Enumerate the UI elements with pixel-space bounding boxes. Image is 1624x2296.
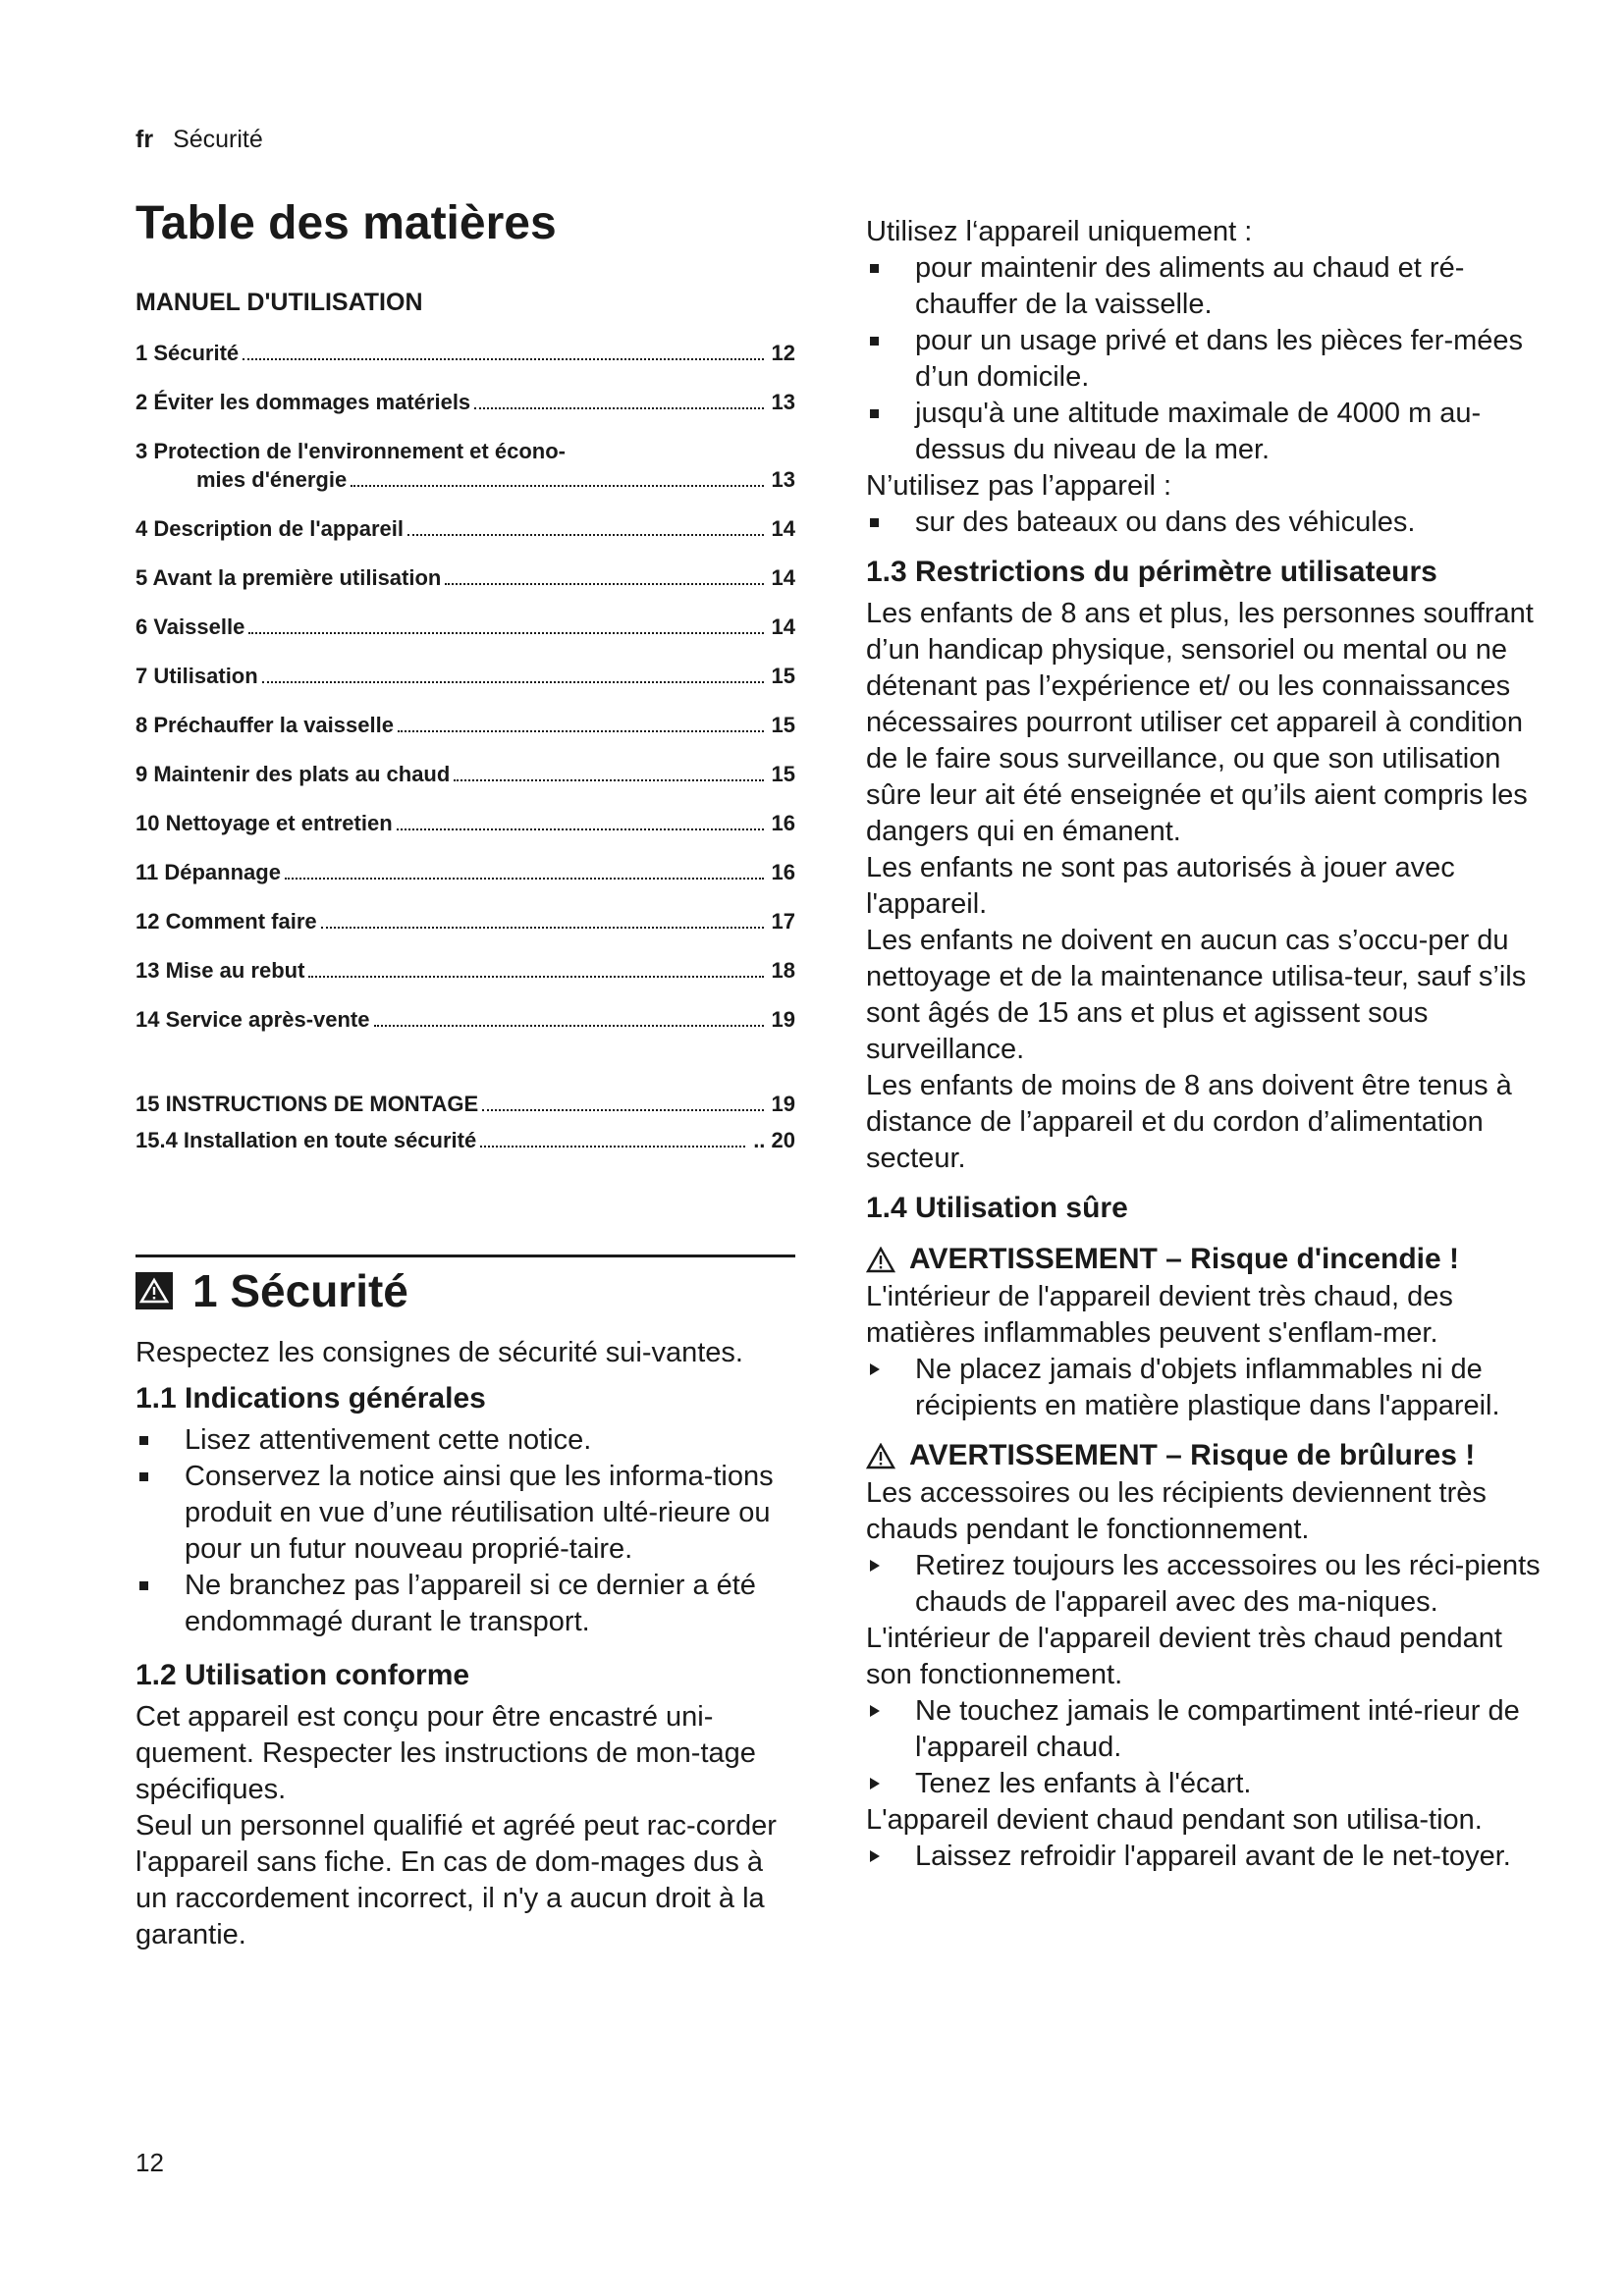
section-rule (135, 1255, 795, 1257)
toc-leader (474, 407, 763, 409)
toc-entry[interactable]: 8 Préchauffer la vaisselle 15 (135, 713, 795, 737)
paragraph: Seul un personnel qualifié et agréé peut rac-corder l'appareil sans fiche. En cas de dom-mages dus à un raccordement incorrect, il n'y a aucun droit à la garantie. (135, 1810, 777, 1950)
toc-leader (454, 779, 763, 781)
section-intro: Respectez les consignes de sécurité sui-vantes. (135, 1337, 743, 1368)
list-item: Retirez toujours les accessoires ou les réci-pients chauds de l'appareil avec des ma-niques. (866, 1548, 1543, 1621)
toc-leader (482, 1109, 763, 1111)
manual-heading: MANUEL D'UTILISATION (135, 289, 423, 316)
toc-leader (397, 828, 764, 830)
bullet-list (866, 250, 1543, 468)
toc-entry[interactable]: 1 Sécurité 12 (135, 341, 795, 365)
toc-entry[interactable]: 6 Vaisselle 14 (135, 614, 795, 639)
paragraph: Les enfants de moins de 8 ans doivent être tenus à distance de l’appareil et du cordon d’alimentation secteur. (866, 1070, 1512, 1174)
toc-entry[interactable]: 12 Comment faire 17 (135, 909, 795, 934)
action-list (866, 1352, 1543, 1424)
header-section: Sécurité (173, 126, 263, 153)
toc-entry[interactable]: 15.4 Installation en toute sécurité .. 20 (135, 1128, 795, 1152)
warning-triangle-icon (866, 1443, 895, 1469)
paragraph: L'intérieur de l'appareil devient très chaud pendant son fonctionnement. (866, 1623, 1502, 1690)
list-item: sur des bateaux ou dans des véhicules. (866, 505, 1543, 541)
subsection-heading: 1.4 Utilisation sûre (866, 1192, 1128, 1224)
toc-entry[interactable]: 4 Description de l'appareil 14 (135, 516, 795, 541)
list-item: Tenez les enfants à l'écart. (866, 1766, 1543, 1802)
list-item: Conservez la notice ainsi que les informa-tions produit en vue d’une réutilisation ulté-rieure ou pour un futur nouveau proprié-taire. (135, 1459, 795, 1568)
subsection-heading: 1.1 Indications générales (135, 1382, 486, 1415)
toc-entry[interactable]: 11 Dépannage 16 (135, 860, 795, 884)
toc-leader (374, 1025, 764, 1027)
subsection-heading: 1.2 Utilisation conforme (135, 1659, 470, 1691)
action-list (866, 1839, 1543, 1875)
bullet-list (866, 505, 1543, 541)
action-list (866, 1548, 1543, 1621)
list-item: Lisez attentivement cette notice. (135, 1422, 795, 1459)
running-header (135, 126, 263, 154)
paragraph: N’utilisez pas l’appareil : (866, 470, 1172, 502)
language-code: fr (135, 126, 154, 153)
bullet-list (135, 1422, 795, 1640)
toc-entry[interactable]: 10 Nettoyage et entretien 16 (135, 811, 795, 835)
section-title (135, 1264, 408, 1317)
toc-leader (243, 358, 763, 360)
toc-entry[interactable]: 7 Utilisation 15 (135, 664, 795, 688)
paragraph: L'intérieur de l'appareil devient très chaud, des matières inflammables peuvent s'enflam-mer. (866, 1281, 1453, 1349)
toc-leader (321, 927, 764, 929)
toc-leader (248, 632, 763, 634)
toc-leader (351, 485, 763, 487)
warning-icon (135, 1272, 173, 1309)
list-item: pour maintenir des aliments au chaud et ré-chauffer de la vaisselle. (866, 250, 1543, 323)
list-item: jusqu'à une altitude maximale de 4000 m au-dessus du niveau de la mer. (866, 396, 1543, 468)
toc-leader (398, 730, 764, 732)
list-item: pour un usage privé et dans les pièces fer-mées d’un domicile. (866, 323, 1543, 396)
paragraph: Cet appareil est conçu pour être encastré uni-quement. Respecter les instructions de mon-tage spécifiques. (135, 1701, 756, 1805)
left-column-body (135, 1335, 795, 1953)
toc-leader (262, 681, 764, 683)
toc-entry[interactable]: 15 INSTRUCTIONS DE MONTAGE 19 (135, 1092, 795, 1116)
action-list (866, 1693, 1543, 1802)
page-title: Table des matières (135, 197, 557, 249)
toc-entry[interactable]: 14 Service après-vente 19 (135, 1007, 795, 1032)
section-heading: 1 Sécurité (192, 1265, 408, 1316)
warning-heading: AVERTISSEMENT – Risque d'incendie ! (866, 1240, 1543, 1279)
toc-leader (480, 1146, 745, 1148)
toc-leader (285, 878, 764, 880)
list-item: Laissez refroidir l'appareil avant de le net-toyer. (866, 1839, 1543, 1875)
toc-entry[interactable]: 3 Protection de l'environnement et écono- mies d'énergie 13 (135, 439, 795, 492)
paragraph: L'appareil devient chaud pendant son utilisa-tion. (866, 1804, 1483, 1836)
warning-heading: AVERTISSEMENT – Risque de brûlures ! (866, 1436, 1543, 1475)
paragraph: Les enfants ne doivent en aucun cas s’occu-per du nettoyage et de la maintenance utilisa-teur, sauf s’ils sont âgés de 15 ans et plus et agissent sous surveillance. (866, 925, 1527, 1065)
subsection-heading: 1.3 Restrictions du périmètre utilisateurs (866, 556, 1437, 588)
paragraph: Les enfants ne sont pas autorisés à jouer avec l'appareil. (866, 852, 1455, 920)
list-item: Ne touchez jamais le compartiment inté-rieur de l'appareil chaud. (866, 1693, 1543, 1766)
list-item: Ne placez jamais d'objets inflammables ni de récipients en matière plastique dans l'appareil. (866, 1352, 1543, 1424)
toc-entry[interactable]: 2 Éviter les dommages matériels 13 (135, 390, 795, 414)
toc-entry[interactable]: 5 Avant la première utilisation 14 (135, 565, 795, 590)
paragraph: Utilisez l‘appareil uniquement : (866, 216, 1253, 247)
toc-entry[interactable]: 9 Maintenir des plats au chaud 15 (135, 762, 795, 786)
warning-triangle-icon (866, 1247, 895, 1273)
toc-leader (407, 534, 764, 536)
toc-entry[interactable]: 13 Mise au rebut 18 (135, 958, 795, 983)
list-item: Ne branchez pas l’appareil si ce dernier a été endommagé durant le transport. (135, 1568, 795, 1640)
paragraph: Les accessoires ou les récipients deviennent très chauds pendant le fonctionnement. (866, 1477, 1487, 1545)
right-column-body (866, 214, 1543, 1875)
table-of-contents (135, 339, 795, 1175)
page-number: 12 (135, 2148, 164, 2177)
paragraph: Les enfants de 8 ans et plus, les personnes souffrant d’un handicap physique, sensoriel ou mental ou ne détenant pas l’expérience et/ ou les connaissances nécessaires pourront utiliser cet appareil à condition de le faire sous surveillance, ou que son utilisation sûre leur ait été enseignée et qu’ils aient compris les dangers qui en émanent. (866, 598, 1534, 847)
toc-leader (445, 583, 763, 585)
toc-leader (308, 976, 763, 978)
